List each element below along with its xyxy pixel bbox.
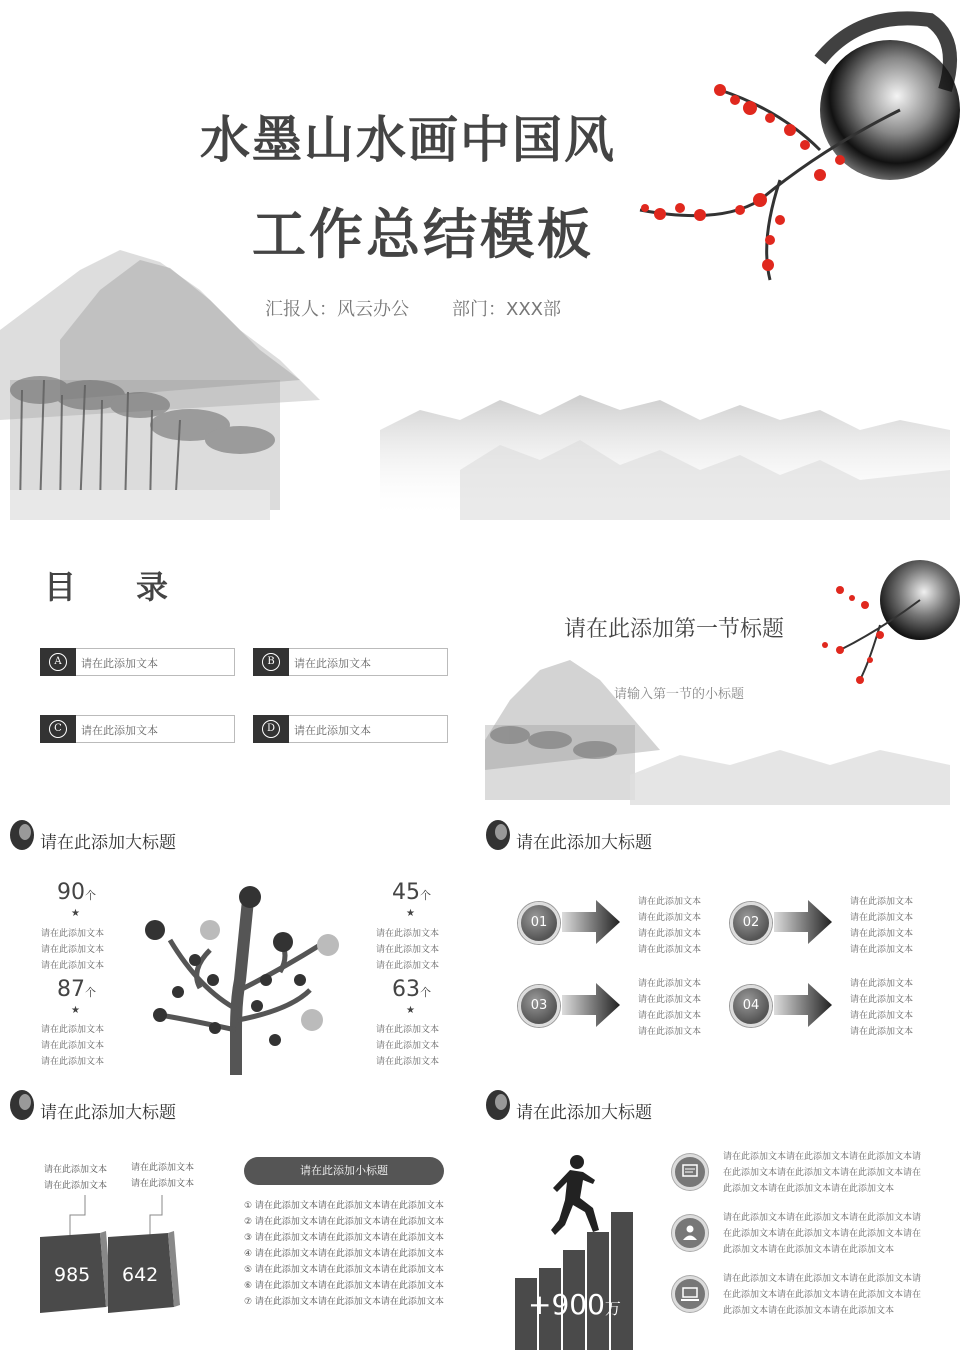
pill-label: 请在此添加小标题: [300, 1164, 388, 1177]
stat-value: 63个: [392, 977, 431, 1002]
box-value: 985: [54, 1264, 91, 1286]
toc-item-c[interactable]: [40, 715, 235, 743]
list-item: ④ 请在此添加文本请在此添加文本请在此添加文本: [244, 1249, 444, 1259]
paragraph-line: 请在此添加文本请在此添加文本请在此添加文本请: [723, 1152, 922, 1162]
paragraph-line: 请在此添加文本请在此添加文本请在此添加文本请: [723, 1274, 922, 1284]
star-icon: ★: [71, 1005, 80, 1016]
box-caption: 请在此添加文本: [44, 1165, 108, 1175]
step-badge-04: 04: [730, 985, 772, 1027]
paragraph-line: 此添加文本请在此添加文本请在此添加文本: [723, 1245, 895, 1255]
laptop-icon: [672, 1276, 708, 1312]
stat-text: 请在此添加文本: [376, 1057, 440, 1067]
toc-badge: [40, 648, 76, 676]
paragraph-line: 在此添加文本请在此添加文本请在此添加文本请在: [723, 1229, 922, 1239]
toc-item-b[interactable]: [253, 648, 448, 676]
section-slide: [480, 540, 960, 810]
slide-title: 请在此添加大标题: [40, 1103, 176, 1123]
toc-letter: A: [49, 653, 67, 671]
toc-badge: [40, 715, 76, 743]
growth-slide: [480, 1080, 960, 1352]
slide-title: 请在此添加大标题: [516, 1103, 652, 1123]
steps-slide: [480, 810, 960, 1080]
toc-badge: [253, 715, 289, 743]
ink-brush-icon: [8, 818, 36, 852]
paragraph-line: 此添加文本请在此添加文本请在此添加文本: [723, 1184, 895, 1194]
toc-slide: [0, 540, 480, 810]
step-text: 请在此添加文本: [850, 1027, 914, 1037]
list-item: ② 请在此添加文本请在此添加文本请在此添加文本: [244, 1217, 444, 1227]
step-text: 请在此添加文本: [638, 929, 702, 939]
cover-department: 部门：XXX部: [452, 299, 561, 320]
step-text: 请在此添加文本: [638, 897, 702, 907]
star-icon: ★: [406, 1005, 415, 1016]
toc-heading: 目录: [44, 568, 229, 606]
step-text: 请在此添加文本: [638, 945, 702, 955]
step-text: 请在此添加文本: [850, 913, 914, 923]
list-item: ⑦ 请在此添加文本请在此添加文本请在此添加文本: [244, 1297, 444, 1307]
ink-brush-icon: [8, 1088, 36, 1122]
toc-badge: [253, 648, 289, 676]
toc-item-label: 请在此添加文本: [81, 657, 158, 670]
tree-illustration: [140, 880, 345, 1075]
stat-text: 请在此添加文本: [376, 961, 440, 971]
subtitle-pill: [244, 1157, 444, 1185]
list-item: ① 请在此添加文本请在此添加文本请在此添加文本: [244, 1201, 444, 1211]
toc-item-label: 请在此添加文本: [294, 657, 371, 670]
section-title: 请在此添加第一节标题: [564, 617, 785, 642]
stat-text: 请在此添加文本: [41, 945, 105, 955]
step-text: 请在此添加文本: [850, 995, 914, 1005]
stat-value: 87个: [57, 977, 96, 1002]
cover-slide: [0, 0, 960, 530]
step-text: 请在此添加文本: [850, 979, 914, 989]
stat-text: 请在此添加文本: [376, 929, 440, 939]
cover-title-line1: 水墨山水画中国风: [200, 111, 616, 169]
step-badge-02: 02: [730, 902, 772, 944]
stat-text: 请在此添加文本: [376, 1025, 440, 1035]
step-badge-03: 03: [518, 985, 560, 1027]
stats-slide: [0, 810, 480, 1080]
box-caption: 请在此添加文本: [131, 1179, 195, 1189]
list-item: ⑥ 请在此添加文本请在此添加文本请在此添加文本: [244, 1281, 444, 1291]
arrow-right-icon: [562, 900, 620, 944]
stat-text: 请在此添加文本: [41, 961, 105, 971]
box-caption: 请在此添加文本: [131, 1163, 195, 1173]
stat-text: 请在此添加文本: [376, 1041, 440, 1051]
step-text: 请在此添加文本: [638, 995, 702, 1005]
people-icon: [672, 1215, 708, 1251]
box-value: 642: [122, 1264, 159, 1286]
stat-text: 请在此添加文本: [41, 929, 105, 939]
star-icon: ★: [406, 908, 415, 919]
step-text: 请在此添加文本: [638, 1011, 702, 1021]
star-icon: ★: [71, 908, 80, 919]
arrow-right-icon: [774, 900, 832, 944]
big-stat-value: +900万: [528, 1288, 621, 1321]
list-item: ⑤ 请在此添加文本请在此添加文本请在此添加文本: [244, 1265, 444, 1275]
stat-value: 45个: [392, 880, 431, 905]
paragraph-line: 请在此添加文本请在此添加文本请在此添加文本请: [723, 1213, 922, 1223]
arrow-right-icon: [774, 983, 832, 1027]
arrow-right-icon: [562, 983, 620, 1027]
stat-text: 请在此添加文本: [41, 1041, 105, 1051]
step-badge-01: 01: [518, 902, 560, 944]
book-boxes-illustration: [40, 1195, 180, 1315]
step-text: 请在此添加文本: [638, 1027, 702, 1037]
step-text: 请在此添加文本: [850, 945, 914, 955]
paragraph-line: 此添加文本请在此添加文本请在此添加文本: [723, 1306, 895, 1316]
stat-value: 90个: [57, 880, 96, 905]
slide-title: 请在此添加大标题: [40, 833, 176, 853]
toc-item-label: 请在此添加文本: [294, 724, 371, 737]
stat-text: 请在此添加文本: [41, 1025, 105, 1035]
ink-brush-icon: [484, 1088, 512, 1122]
toc-letter: B: [262, 653, 280, 671]
section-subtitle: 请输入第一节的小标题: [614, 687, 745, 702]
toc-item-a[interactable]: [40, 648, 235, 676]
step-text: 请在此添加文本: [850, 929, 914, 939]
step-text: 请在此添加文本: [638, 913, 702, 923]
section-landscape-illustration: [480, 540, 960, 810]
list-item: ③ 请在此添加文本请在此添加文本请在此添加文本: [244, 1233, 444, 1243]
box-caption: 请在此添加文本: [44, 1181, 108, 1191]
paragraph-line: 在此添加文本请在此添加文本请在此添加文本请在: [723, 1290, 922, 1300]
list-slide: [0, 1080, 480, 1352]
step-text: 请在此添加文本: [850, 897, 914, 907]
cover-reporter: 汇报人：风云办公: [265, 299, 409, 320]
toc-letter: D: [262, 720, 280, 738]
stat-text: 请在此添加文本: [41, 1057, 105, 1067]
slide-title: 请在此添加大标题: [516, 833, 652, 853]
ink-brush-icon: [484, 818, 512, 852]
step-text: 请在此添加文本: [850, 1011, 914, 1021]
stat-text: 请在此添加文本: [376, 945, 440, 955]
toc-item-d[interactable]: [253, 715, 448, 743]
paragraph-line: 在此添加文本请在此添加文本请在此添加文本请在: [723, 1168, 922, 1178]
cover-title-line2: 工作总结模板: [252, 203, 594, 266]
step-text: 请在此添加文本: [638, 979, 702, 989]
toc-letter: C: [49, 720, 67, 738]
toc-item-label: 请在此添加文本: [81, 724, 158, 737]
document-icon: [672, 1154, 708, 1190]
